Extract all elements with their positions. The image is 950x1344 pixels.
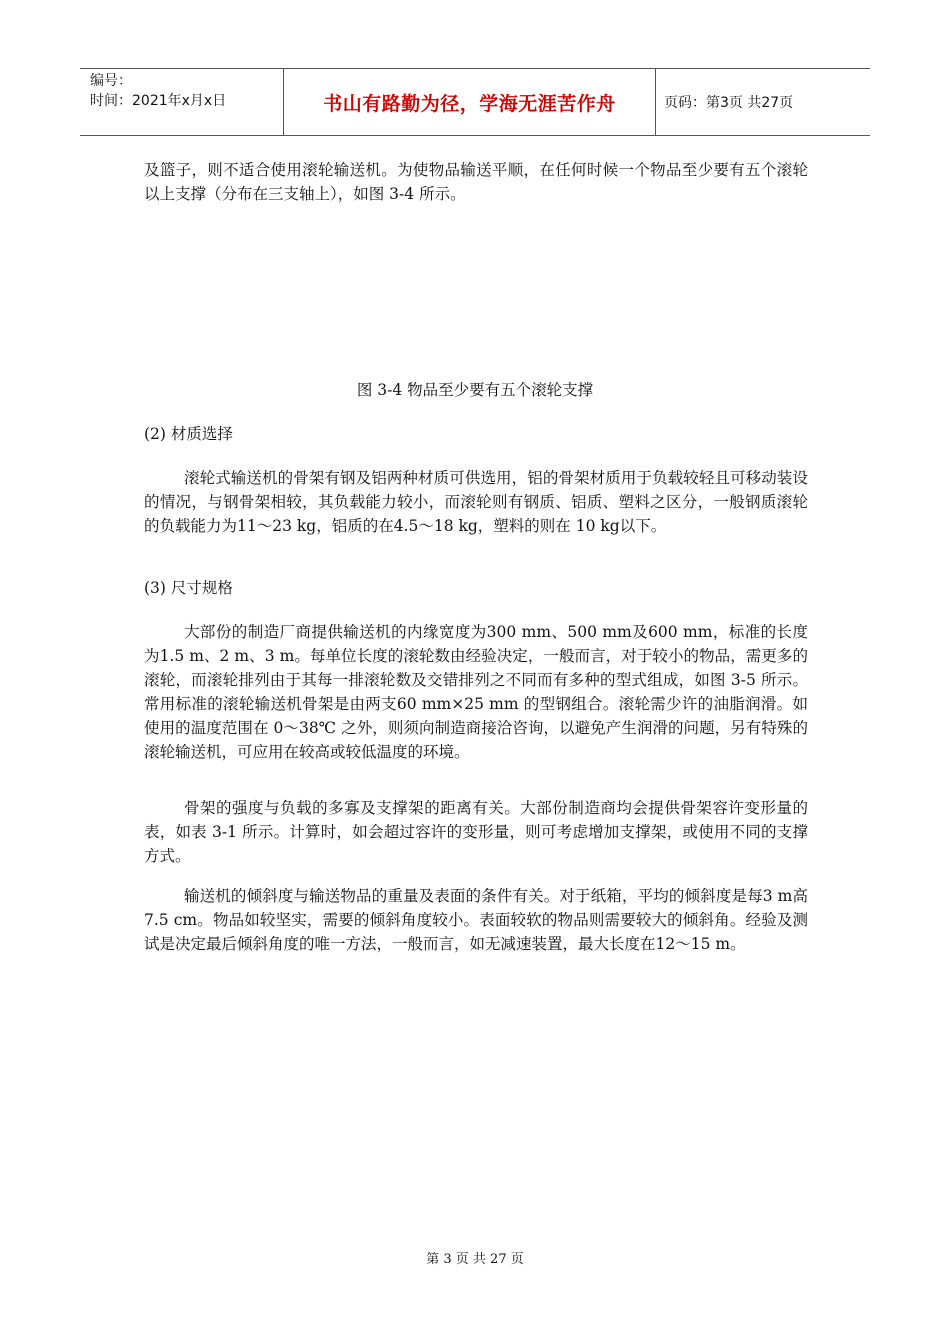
header-page-info: 页码：第3页 共27页 bbox=[664, 95, 794, 111]
page-header bbox=[80, 68, 870, 136]
section-2-paragraph: 滚轮式输送机的骨架有钢及铝两种材质可供选用，铝的骨架材质用于负载较轻且可移动装设的情况，与钢骨架相较，其负载能力较小，而滚轮则有钢质、铝质、塑料之区分，一般钢质滚轮的负载能力为11～23 kg，铝质的在4.5～18 kg，塑料的则在 10 kg以下。 bbox=[144, 469, 808, 535]
header-motto: 书山有路勤为径，学海无涯苦作舟 bbox=[323, 92, 616, 115]
section-3-body-2 bbox=[144, 796, 808, 868]
section-3-body-3 bbox=[144, 884, 808, 956]
section-2-title-block bbox=[144, 422, 808, 446]
section-2-body bbox=[144, 466, 808, 538]
header-page-cell bbox=[656, 69, 870, 135]
intro-block bbox=[144, 158, 808, 206]
section-3-title: (3) 尺寸规格 bbox=[144, 579, 233, 597]
section-3-paragraph-1: 大部份的制造厂商提供输送机的内缘宽度为300 mm、500 mm及600 mm，标准的长度为1.5 m、2 m、3 m。每单位长度的滚轮数由经验决定，一般而言，对于较小的物品，需更多的滚轮，而滚轮排列由于其每一排滚轮数及交错排列之不同而有多种的型式组成，如图 3-5 所示。常用标准的滚轮输送机骨架是由两支60 mm×25 mm 的型钢组合。滚轮需少许的油脂润滑。如使用的温度范围在 0～38℃ 之外，则须向制造商接洽咨询，以避免产生润滑的问题，另有特殊的滚轮输送机，可应用在较高或较低温度的环境。 bbox=[144, 623, 808, 761]
section-3-title-block bbox=[144, 576, 808, 600]
section-3-paragraph-2: 骨架的强度与负载的多寡及支撑架的距离有关。大部份制造商均会提供骨架容许变形量的表，如表 3-1 所示。计算时，如会超过容许的变形量，则可考虑增加支撑架，或使用不同的支撑方式。 bbox=[144, 799, 808, 865]
figure-caption: 图 3-4 物品至少要有五个滚轮支撑 bbox=[356, 381, 594, 399]
section-3-paragraph-3: 输送机的倾斜度与输送物品的重量及表面的条件有关。对于纸箱，平均的倾斜度是每3 m高7.5 cm。物品如较坚实，需要的倾斜角度较小。表面较软的物品则需要较大的倾斜角。经验及测试是决定最后倾斜角度的唯一方法，一般而言，如无减速装置，最大长度在12～15 m。 bbox=[144, 887, 808, 953]
paragraph-top: 及篮子，则不适合使用滚轮输送机。为使物品输送平顺，在任何时候一个物品至少要有五个滚轮以上支撑（分布在三支轴上），如图 3-4 所示。 bbox=[144, 161, 808, 203]
section-3-body-1 bbox=[144, 620, 808, 764]
doc-date-label: 时间：2021年x月x日 bbox=[90, 93, 227, 109]
section-2-title: (2) 材质选择 bbox=[144, 425, 233, 443]
page-footer: 第 3 页 共 27 页 bbox=[426, 1252, 524, 1267]
header-meta bbox=[80, 69, 283, 135]
header-motto-cell bbox=[283, 69, 656, 135]
doc-number-label: 编号： bbox=[90, 73, 132, 89]
